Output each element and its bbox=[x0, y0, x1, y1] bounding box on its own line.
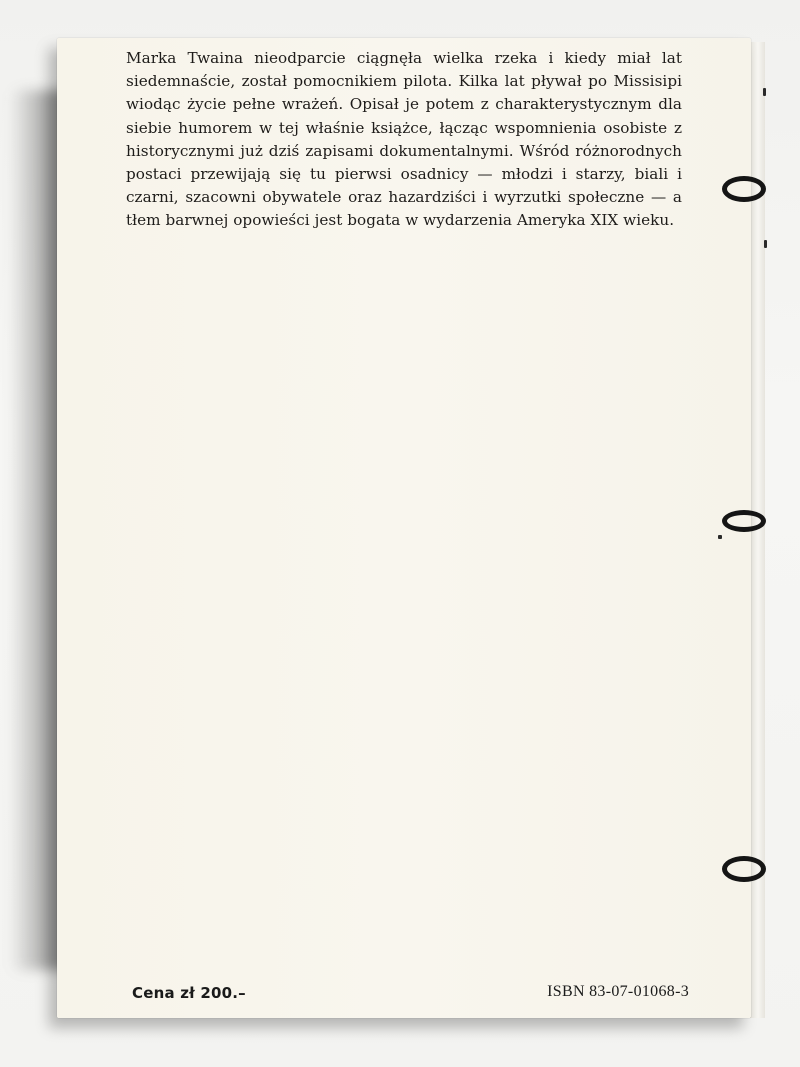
isbn-label: ISBN 83-07-01068-3 bbox=[547, 983, 689, 1000]
book-back-cover bbox=[57, 38, 751, 1018]
edge-mark bbox=[718, 535, 722, 539]
edge-mark bbox=[763, 88, 766, 96]
price-label: Cena zł 200.– bbox=[132, 984, 246, 1002]
edge-mark bbox=[764, 240, 767, 248]
binding-ring-icon bbox=[722, 510, 766, 532]
binding-ring-icon bbox=[722, 176, 766, 202]
cover-blurb-text: Marka Twaina nieodparcie ciągnęła wielka rzeka i kiedy miał lat siedemnaście, został pomocnikiem pilota. Kilka lat pływał po Missisipi wiodąc życie pełne wrażeń. Opisał je potem z charakterystycznym dla siebie humorem w tej właśnie książce, łącząc wspomnienia osobiste z historycznymi już dziś zapisami dokumentalnymi. Wśród różnorodnych postaci przewijają się tu pierwsi osadnicy — młodzi i starzy, biali i czarni, szacowni obywatele oraz hazardziści i wyrzutki społeczne — a tłem barwnej opowieści jest bogata w wydarzenia Ameryka XIX wieku. bbox=[126, 49, 682, 230]
binding-ring-icon bbox=[722, 856, 766, 882]
